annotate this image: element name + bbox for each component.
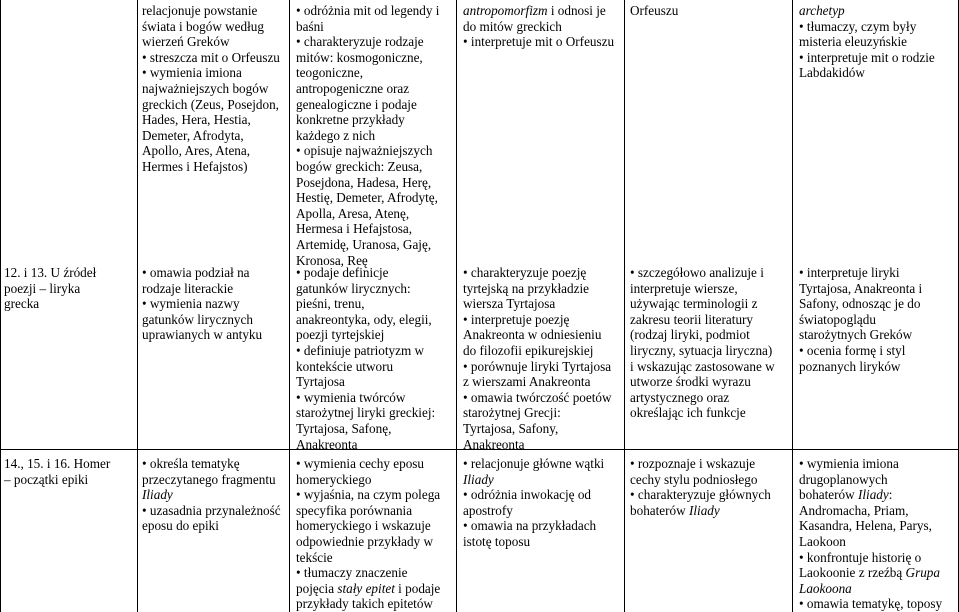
cell-text-line: Hermes i Hefajstos): [142, 158, 248, 174]
cell-text-line: • streszcza mit o Orfeuszu: [142, 49, 280, 65]
cell-text-line: tyrtejską na przykładzie: [463, 280, 589, 296]
cell-text-line: kontekście utworu: [296, 358, 394, 374]
cell-text-line: • interpretuje mit o Orfeuszu: [463, 34, 615, 50]
cell-text-line: Anakreonta w odniesieniu: [463, 327, 602, 343]
cell-text-line: Hermesa i Hefajstosa,: [296, 221, 413, 237]
row-label-lyric-poetry: [4, 265, 96, 312]
table-border-left: [0, 0, 1, 612]
cell-text-line: Labdakidów: [799, 65, 865, 81]
cell-text-line: homeryckiego: [296, 471, 372, 487]
col5-top-cell: [799, 3, 935, 81]
cell-text-line: przeczytanego fragmentu: [142, 471, 276, 487]
col2-bot-cell: [296, 456, 440, 612]
cell-text-line: • wymienia twórców: [296, 389, 406, 405]
cell-text-line: wierzeń Greków: [142, 34, 230, 50]
cell-text-line: • omawia twórczość poetów: [463, 389, 612, 405]
cell-text-line: • wyjaśnia, na czym polega: [296, 487, 441, 503]
cell-text-line: Artemidę, Uranosa, Gaję,: [296, 236, 432, 252]
cell-text-line: Tyrtajosa: [296, 374, 345, 390]
cell-text-line: • tłumaczy, czym były: [799, 18, 917, 34]
row-label-line: 12. i 13. U źródeł: [4, 265, 97, 280]
cell-text-line: • charakteryzuje głównych: [630, 487, 771, 503]
col3-top-cell: [463, 3, 614, 50]
cell-text-line: Anakreonta: [463, 436, 525, 452]
cell-text-line: wiersza Tyrtajosa: [463, 296, 556, 312]
col3-bot-cell: [463, 456, 604, 550]
cell-text-line: świata i bogów według: [142, 18, 264, 34]
cell-text-line: Safony, odnosząc je do: [799, 296, 921, 312]
cell-text-line: istotę toposu: [463, 533, 531, 549]
cell-text-line: genealogiczne i podaje: [296, 96, 417, 112]
cell-text-line: specyfika porównania: [296, 502, 413, 518]
cell-text-line: liryczny, sytuacja liryczna): [630, 342, 773, 358]
column-divider: [456, 0, 457, 612]
cell-text-line: do filozofii epikurejskiej: [463, 342, 594, 358]
col5-mid-cell: [799, 265, 922, 374]
cell-text-line: • wymienia cechy eposu: [296, 456, 425, 471]
cell-text-line: używając terminologii z: [630, 296, 758, 312]
cell-text-line: przykłady takich epitetów: [296, 596, 433, 612]
cell-text-line: Tyrtajosa, Safony,: [463, 420, 559, 436]
cell-text-line: • uzasadnia przynależność: [142, 502, 281, 518]
col4-bot-cell: [630, 456, 771, 518]
cell-text-line: starożytnych Greków: [799, 327, 913, 343]
cell-text-line: gatunków lirycznych:: [296, 280, 411, 296]
cell-text-line: • interpretuje mit o rodzie: [799, 49, 935, 65]
cell-text-line: odpowiednie przykłady w: [296, 533, 433, 549]
cell-text-line: określając ich funkcje: [630, 405, 746, 421]
row-label-line: poezji – liryka: [4, 280, 81, 296]
cell-text-line: rodzaje literackie: [142, 280, 234, 296]
cell-text-line: Tyrtajosa, Anakreonta i: [799, 280, 923, 296]
cell-text-line: Anakreonta: [296, 436, 358, 452]
cell-text-line: homeryckiego i wskazuje: [296, 518, 431, 534]
cell-text-line: greckich (Zeus, Posejdon,: [142, 96, 279, 112]
cell-text-line: konkretne przykłady: [296, 112, 405, 128]
column-divider: [624, 0, 625, 612]
cell-text-line: Hestię, Demeter, Afrodytę,: [296, 190, 438, 206]
col1-top-cell: [142, 3, 280, 175]
cell-text-line: • odróżnia inwokację od: [463, 487, 592, 503]
col2-top-cell: [296, 3, 439, 268]
column-divider: [137, 0, 138, 612]
cell-text-line: eposu do epiki: [142, 518, 219, 534]
cell-text-line: • charakteryzuje rodzaje: [296, 34, 424, 50]
cell-text-line: • odróżnia mit od legendy i: [296, 3, 440, 18]
row-label-line: grecka: [4, 296, 40, 312]
cell-text-line: uprawianych w antyku: [142, 327, 263, 343]
cell-text-line: cechy stylu podniosłego: [630, 471, 758, 487]
cell-text-line: Kronosa, Reę: [296, 252, 368, 268]
row-label-line: 14., 15. i 16. Homer: [4, 456, 111, 471]
cell-text-line: antropogeniczne oraz: [296, 80, 410, 96]
cell-text-line: • tłumaczy znaczenie: [296, 565, 408, 581]
cell-text-line: • ocenia formę i styl: [799, 342, 906, 358]
cell-text-line: Andromacha, Priam,: [799, 502, 909, 518]
row-label-homer: [4, 456, 110, 487]
cell-text-line: • omawia podział na: [142, 265, 250, 280]
cell-text-line: Apolla, Aresa, Atenę,: [296, 205, 410, 221]
cell-text-line: interpretuje wiersze,: [630, 280, 738, 296]
cell-text-line: każdego z nich: [296, 127, 376, 143]
cell-text-line: • relacjonuje główne wątki: [463, 456, 605, 471]
col1-bot-cell: [142, 456, 281, 534]
cell-text-line: • definiuje patriotyzm w: [296, 342, 425, 358]
cell-text-line: • wymienia imiona: [142, 65, 242, 81]
cell-text-line: • szczegółowo analizuje i: [630, 265, 764, 280]
cell-text-line: Apollo, Ares, Atena,: [142, 143, 251, 159]
cell-text-line: bohaterów Iliady:: [799, 487, 893, 503]
cell-text-line: bohaterów Iliady: [630, 502, 720, 518]
row-label-line: – początki epiki: [4, 471, 89, 487]
cell-text-line: Laokoonie z rzeźbą Grupa: [799, 565, 940, 581]
cell-text-line: starożytnej liryki greckiej:: [296, 405, 436, 421]
cell-text-line: tekście: [296, 549, 333, 565]
cell-text-line: • rozpoznaje i wskazuje: [630, 456, 756, 471]
cell-text-line: • wymienia imiona: [799, 456, 899, 471]
cell-text-line: • opisuje najważniejszych: [296, 143, 433, 159]
cell-text-line: poezji tyrtejskiej: [296, 327, 385, 343]
cell-text-line: utworze środki wyrazu: [630, 374, 751, 390]
cell-text-line: Laokoon: [799, 533, 846, 549]
col3-mid-cell: [463, 265, 612, 452]
cell-text-line: teogoniczne,: [296, 65, 364, 81]
cell-text-line: Hades, Hera, Hestia,: [142, 112, 251, 128]
cell-text-line: z wierszami Anakreonta: [463, 374, 591, 390]
col1-mid-cell: [142, 265, 262, 343]
cell-text-line: • wymienia nazwy: [142, 296, 240, 312]
cell-text-line: • konfrontuje historię o: [799, 549, 922, 565]
cell-text-line: Kasandra, Helena, Parys,: [799, 518, 932, 534]
col4-top-cell: [630, 3, 678, 19]
cell-text-line: apostrofy: [463, 502, 513, 518]
cell-text-line: zakresu teorii literatury: [630, 311, 754, 327]
cell-text-line: Posejdona, Hadesa, Herę,: [296, 174, 432, 190]
cell-text-line: (rodzaj liryki, podmiot: [630, 327, 750, 343]
cell-text-line: • interpretuje liryki: [799, 265, 900, 280]
cell-text-line: misteria eleuzyńskie: [799, 34, 908, 50]
cell-text-line: i wskazując zastosowane w: [630, 358, 775, 374]
cell-text-line: • charakteryzuje poezję: [463, 265, 587, 280]
cell-text-line: relacjonuje powstanie: [142, 3, 258, 18]
cell-text-line: poznanych liryków: [799, 358, 901, 374]
col2-mid-cell: [296, 265, 435, 452]
cell-text-line: drugoplanowych: [799, 471, 888, 487]
cell-text-line: • omawia na przykładach: [463, 518, 597, 534]
cell-text-line: • omawia tematykę, toposy: [799, 596, 943, 612]
cell-text-line: starożytnej Grecji:: [463, 405, 561, 421]
cell-text-line: mitów: kosmogoniczne,: [296, 49, 423, 65]
cell-text-line: • interpretuje poezję: [463, 311, 570, 327]
cell-text-line: światopoglądu: [799, 311, 876, 327]
cell-text-line: • określa tematykę: [142, 456, 240, 471]
cell-text-line: Demeter, Afrodyta,: [142, 127, 244, 143]
cell-text-line: antropomorfizm i odnosi je: [463, 3, 606, 18]
column-divider: [792, 0, 793, 612]
cell-text-line: Tyrtajosa, Safonę,: [296, 420, 392, 436]
cell-text-line: Orfeuszu: [630, 3, 679, 18]
cell-text-line: anakreontyka, ody, elegii,: [296, 311, 432, 327]
col5-bot-cell: [799, 456, 942, 612]
cell-text-line: archetyp: [799, 3, 845, 18]
cell-text-line: artystycznego oraz: [630, 389, 730, 405]
col4-mid-cell: [630, 265, 775, 421]
cell-text-line: Iliady: [463, 471, 494, 487]
cell-text-line: pojęcia stały epitet i podaje: [296, 580, 441, 596]
cell-text-line: Iliady: [142, 487, 173, 503]
cell-text-line: • podaje definicje: [296, 265, 389, 280]
cell-text-line: Laokoona: [799, 580, 852, 596]
cell-text-line: • porównuje liryki Tyrtajosa: [463, 358, 612, 374]
cell-text-line: baśni: [296, 18, 324, 34]
cell-text-line: pieśni, trenu,: [296, 296, 365, 312]
cell-text-line: gatunków lirycznych: [142, 311, 253, 327]
cell-text-line: bogów greckich: Zeusa,: [296, 158, 423, 174]
cell-text-line: do mitów greckich: [463, 18, 562, 34]
column-divider: [289, 0, 290, 612]
cell-text-line: najważniejszych bogów: [142, 80, 269, 96]
